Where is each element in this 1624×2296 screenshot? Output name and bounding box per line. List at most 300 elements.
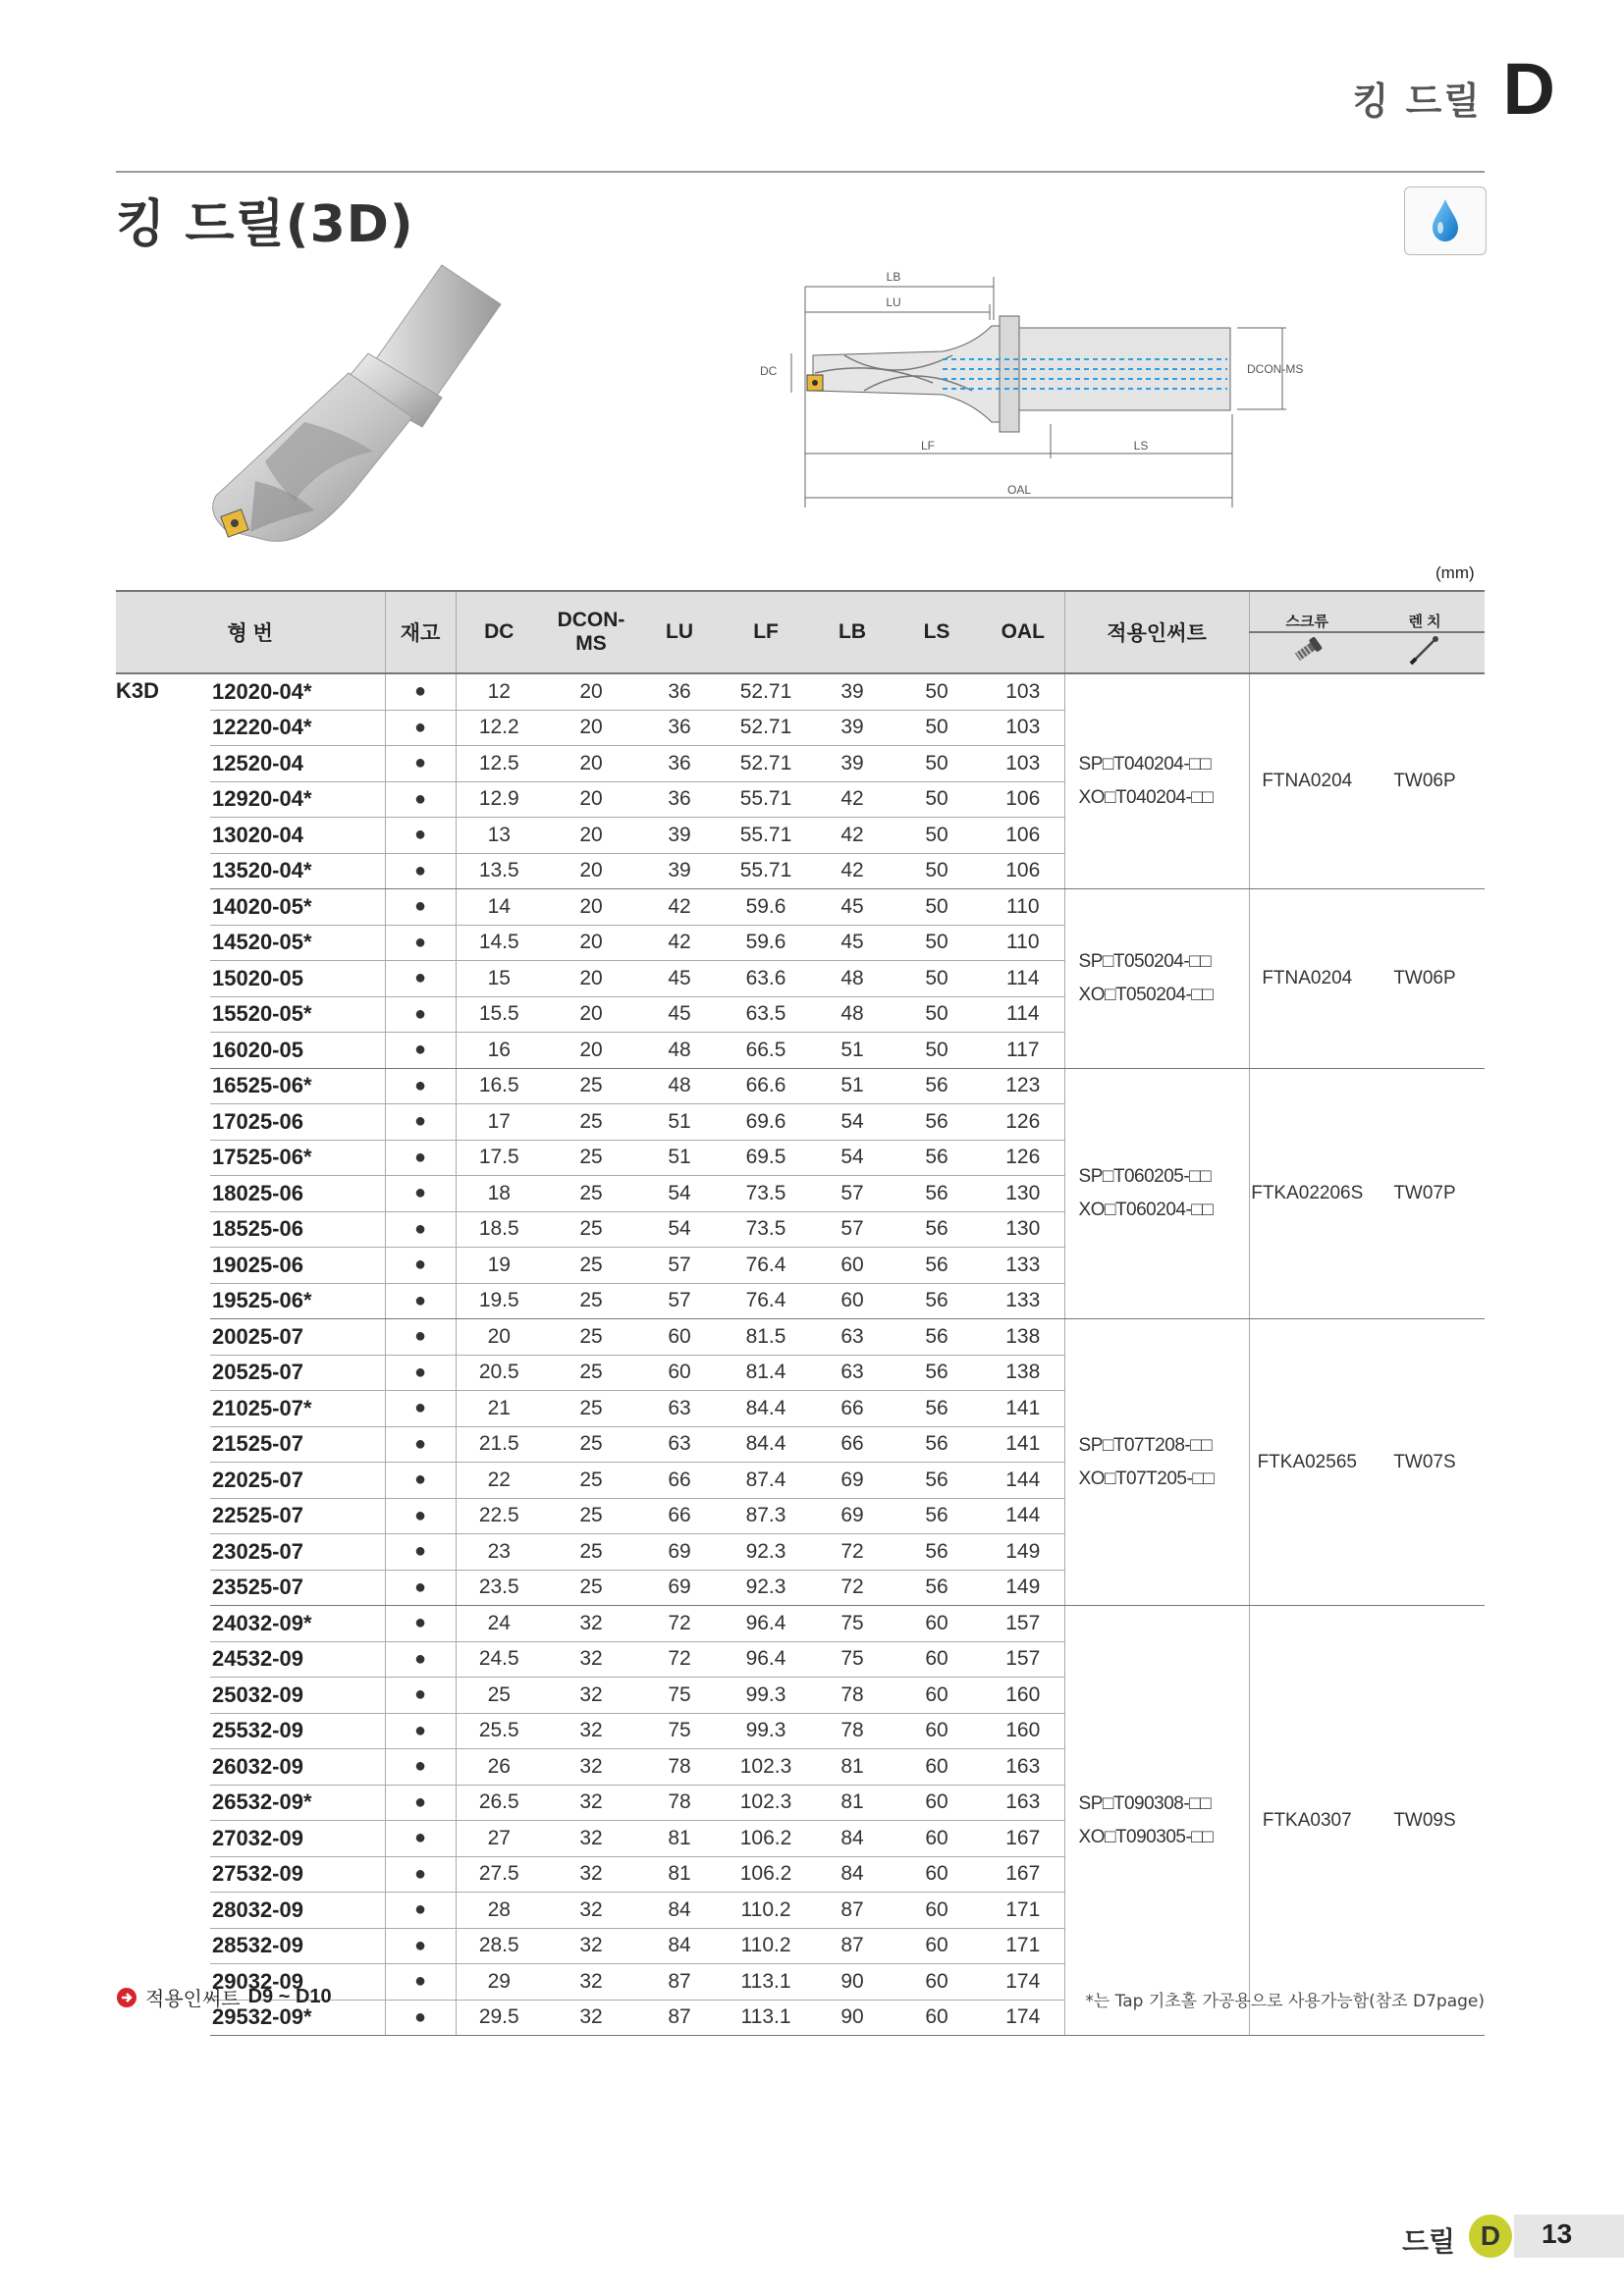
- stock-dot: ●: [385, 1283, 456, 1319]
- dc-value: 15.5: [456, 996, 542, 1033]
- col-ls: LS: [892, 591, 982, 673]
- stock-dot: ●: [385, 1641, 456, 1678]
- dcon-value: 25: [542, 1211, 640, 1248]
- col-dc: DC: [456, 591, 542, 673]
- lu-value: 36: [640, 746, 719, 782]
- oal-value: 130: [982, 1211, 1064, 1248]
- ls-value: 50: [892, 853, 982, 889]
- table-row: [116, 889, 1485, 926]
- lb-value: 39: [813, 673, 892, 710]
- oal-value: 103: [982, 710, 1064, 746]
- ls-value: 60: [892, 1678, 982, 1714]
- insert-codes: [1064, 673, 1249, 889]
- dc-value: 13: [456, 818, 542, 854]
- dc-value: 29: [456, 1964, 542, 2001]
- dc-value: 25.5: [456, 1713, 542, 1749]
- lf-value: 81.4: [719, 1355, 813, 1391]
- lb-value: 54: [813, 1104, 892, 1141]
- dc-value: 24: [456, 1606, 542, 1642]
- lb-value: 63: [813, 1355, 892, 1391]
- ls-value: 56: [892, 1570, 982, 1606]
- dc-value: 29.5: [456, 2000, 542, 2036]
- ls-value: 60: [892, 1641, 982, 1678]
- dc-value: 28: [456, 1893, 542, 1929]
- model-code: 26532-09*: [210, 1785, 385, 1821]
- stock-dot: ●: [385, 1068, 456, 1104]
- ls-value: 56: [892, 1248, 982, 1284]
- model-code: 28032-09: [210, 1893, 385, 1929]
- insert-code: SP□T060205-□□: [1078, 1165, 1212, 1187]
- lu-value: 36: [640, 781, 719, 818]
- stock-dot: ●: [385, 889, 456, 926]
- lb-value: 90: [813, 2000, 892, 2036]
- lf-value: 76.4: [719, 1283, 813, 1319]
- insert-code: SP□T040204-□□: [1078, 754, 1212, 774]
- stock-dot: ●: [385, 1964, 456, 2001]
- stock-dot: ●: [385, 1678, 456, 1714]
- ls-value: 60: [892, 1606, 982, 1642]
- model-code: 18025-06: [210, 1176, 385, 1212]
- stock-dot: ●: [385, 1749, 456, 1786]
- dcon-value: 20: [542, 710, 640, 746]
- lu-value: 57: [640, 1283, 719, 1319]
- ls-value: 56: [892, 1391, 982, 1427]
- dc-value: 15: [456, 961, 542, 997]
- model-code: 14020-05*: [210, 889, 385, 926]
- lf-value: 102.3: [719, 1785, 813, 1821]
- dcon-value: 25: [542, 1104, 640, 1141]
- model-code: 23525-07: [210, 1570, 385, 1606]
- dc-value: 12.5: [456, 746, 542, 782]
- lb-value: 81: [813, 1749, 892, 1786]
- dc-value: 18: [456, 1176, 542, 1212]
- lb-value: 87: [813, 1928, 892, 1964]
- oal-value: 144: [982, 1498, 1064, 1534]
- lu-value: 45: [640, 996, 719, 1033]
- wrench-code: TW09S: [1365, 1606, 1485, 2036]
- lf-value: 110.2: [719, 1893, 813, 1929]
- insert-reference: [116, 1983, 332, 2011]
- model-code: 12920-04*: [210, 781, 385, 818]
- col-lu: LU: [640, 591, 719, 673]
- dc-value: 21: [456, 1391, 542, 1427]
- lu-value: 72: [640, 1641, 719, 1678]
- oal-value: 149: [982, 1570, 1064, 1606]
- insert-codes: [1064, 1319, 1249, 1606]
- lu-value: 87: [640, 1964, 719, 2001]
- stock-dot: ●: [385, 1713, 456, 1749]
- dcon-value: 25: [542, 1248, 640, 1284]
- dc-value: 21.5: [456, 1426, 542, 1463]
- ls-value: 60: [892, 1964, 982, 2001]
- lf-value: 55.71: [719, 853, 813, 889]
- lb-value: 48: [813, 961, 892, 997]
- wrench-code: TW07S: [1365, 1319, 1485, 1606]
- col-dcon: DCON-MS: [542, 591, 640, 673]
- dcon-value: 20: [542, 961, 640, 997]
- table-row: [116, 1068, 1485, 1104]
- oal-value: 174: [982, 1964, 1064, 2001]
- lf-value: 99.3: [719, 1678, 813, 1714]
- lb-value: 66: [813, 1426, 892, 1463]
- dc-value: 14: [456, 889, 542, 926]
- insert-codes: [1064, 1068, 1249, 1319]
- oal-value: 106: [982, 781, 1064, 818]
- dc-value: 24.5: [456, 1641, 542, 1678]
- dcon-value: 32: [542, 1821, 640, 1857]
- lf-value: 69.5: [719, 1140, 813, 1176]
- model-code: 12520-04: [210, 746, 385, 782]
- lu-value: 69: [640, 1570, 719, 1606]
- lu-value: 48: [640, 1033, 719, 1069]
- dcon-value: 20: [542, 1033, 640, 1069]
- col-oal: OAL: [982, 591, 1064, 673]
- dcon-value: 20: [542, 996, 640, 1033]
- model-code: 27032-09: [210, 1821, 385, 1857]
- ls-value: 56: [892, 1211, 982, 1248]
- lu-value: 36: [640, 673, 719, 710]
- oal-value: 167: [982, 1856, 1064, 1893]
- col-lf: LF: [719, 591, 813, 673]
- lb-value: 48: [813, 996, 892, 1033]
- lu-value: 60: [640, 1355, 719, 1391]
- lu-value: 63: [640, 1426, 719, 1463]
- oal-value: 110: [982, 925, 1064, 961]
- lf-value: 69.6: [719, 1104, 813, 1141]
- dcon-value: 32: [542, 1749, 640, 1786]
- wrench-code: TW06P: [1365, 889, 1485, 1069]
- ls-value: 60: [892, 1821, 982, 1857]
- stock-dot: ●: [385, 781, 456, 818]
- lf-value: 66.6: [719, 1068, 813, 1104]
- dc-value: 20: [456, 1319, 542, 1356]
- dcon-value: 25: [542, 1355, 640, 1391]
- table-row: [116, 1319, 1485, 1356]
- oal-value: 141: [982, 1426, 1064, 1463]
- lf-value: 55.71: [719, 781, 813, 818]
- oal-value: 174: [982, 2000, 1064, 2036]
- lf-value: 76.4: [719, 1248, 813, 1284]
- ls-value: 50: [892, 818, 982, 854]
- lf-value: 52.71: [719, 710, 813, 746]
- dcon-value: 25: [542, 1534, 640, 1571]
- lf-value: 113.1: [719, 1964, 813, 2001]
- dc-value: 12.9: [456, 781, 542, 818]
- stock-dot: ●: [385, 1856, 456, 1893]
- model-code: 15520-05*: [210, 996, 385, 1033]
- dc-value: 18.5: [456, 1211, 542, 1248]
- model-code: 29032-09: [210, 1964, 385, 2001]
- model-code: 28532-09: [210, 1928, 385, 1964]
- oal-value: 160: [982, 1678, 1064, 1714]
- model-code: 24032-09*: [210, 1606, 385, 1642]
- lu-value: 75: [640, 1713, 719, 1749]
- dcon-value: 32: [542, 1964, 640, 2001]
- dc-value: 20.5: [456, 1355, 542, 1391]
- insert-codes: [1064, 889, 1249, 1069]
- dc-value: 17.5: [456, 1140, 542, 1176]
- lf-value: 87.3: [719, 1498, 813, 1534]
- model-code: 21525-07: [210, 1426, 385, 1463]
- oal-value: 103: [982, 673, 1064, 710]
- dcon-value: 25: [542, 1426, 640, 1463]
- model-code: 22025-07: [210, 1463, 385, 1499]
- stock-dot: ●: [385, 1928, 456, 1964]
- dcon-value: 20: [542, 673, 640, 710]
- oal-value: 157: [982, 1606, 1064, 1642]
- dc-value: 19: [456, 1248, 542, 1284]
- dcon-value: 20: [542, 853, 640, 889]
- model-code: 24532-09: [210, 1641, 385, 1678]
- ls-value: 56: [892, 1068, 982, 1104]
- stock-dot: ●: [385, 1176, 456, 1212]
- stock-dot: ●: [385, 746, 456, 782]
- stock-dot: ●: [385, 1821, 456, 1857]
- lu-value: 84: [640, 1893, 719, 1929]
- oal-value: 138: [982, 1319, 1064, 1356]
- series-label: K3D: [116, 678, 160, 703]
- dc-value: 22: [456, 1463, 542, 1499]
- dcon-value: 25: [542, 1283, 640, 1319]
- oal-label: OAL: [1006, 483, 1032, 497]
- model-code: 26032-09: [210, 1749, 385, 1786]
- lb-value: 84: [813, 1856, 892, 1893]
- stock-dot: ●: [385, 996, 456, 1033]
- screw-icon: [1249, 632, 1365, 673]
- dc-label: DC: [760, 364, 778, 378]
- ls-value: 56: [892, 1283, 982, 1319]
- ls-value: 60: [892, 1856, 982, 1893]
- stock-dot: ●: [385, 1463, 456, 1499]
- dc-value: 26.5: [456, 1785, 542, 1821]
- model-code: 29532-09*: [210, 2000, 385, 2036]
- stock-dot: ●: [385, 853, 456, 889]
- ls-value: 50: [892, 710, 982, 746]
- ls-value: 50: [892, 889, 982, 926]
- lb-value: 42: [813, 853, 892, 889]
- ls-value: 56: [892, 1534, 982, 1571]
- lf-value: 84.4: [719, 1391, 813, 1427]
- dc-value: 12: [456, 673, 542, 710]
- lf-value: 52.71: [719, 673, 813, 710]
- stock-dot: ●: [385, 818, 456, 854]
- dcon-value: 32: [542, 2000, 640, 2036]
- lb-value: 78: [813, 1678, 892, 1714]
- dcon-value: 20: [542, 889, 640, 926]
- stock-dot: ●: [385, 710, 456, 746]
- lu-value: 60: [640, 1319, 719, 1356]
- table-row: [116, 673, 1485, 710]
- lb-value: 57: [813, 1211, 892, 1248]
- oal-value: 149: [982, 1534, 1064, 1571]
- col-stock: 재고: [385, 591, 456, 673]
- oal-value: 167: [982, 1821, 1064, 1857]
- oal-value: 123: [982, 1068, 1064, 1104]
- unit-label: (mm): [1435, 563, 1475, 582]
- model-code: 20025-07: [210, 1319, 385, 1356]
- lu-value: 51: [640, 1104, 719, 1141]
- oal-value: 160: [982, 1713, 1064, 1749]
- lb-value: 75: [813, 1606, 892, 1642]
- dcon-value: 32: [542, 1606, 640, 1642]
- lf-value: 52.71: [719, 746, 813, 782]
- ls-value: 60: [892, 2000, 982, 2036]
- footer-badge: [1469, 2215, 1512, 2258]
- col-insert: 적용인써트: [1064, 591, 1249, 673]
- wrench-code: TW06P: [1365, 673, 1485, 889]
- oal-value: 114: [982, 961, 1064, 997]
- lu-value: 39: [640, 818, 719, 854]
- page-title: 킹 드릴(3D): [116, 195, 414, 254]
- section-letter: D: [1502, 48, 1555, 130]
- ls-value: 60: [892, 1893, 982, 1929]
- insert-code: SP□T090308-□□: [1078, 1792, 1212, 1814]
- lb-label: LB: [886, 270, 901, 284]
- model-code: 20525-07: [210, 1355, 385, 1391]
- footer-letter: D: [1480, 2220, 1501, 2251]
- oal-value: 114: [982, 996, 1064, 1033]
- dimension-diagram: [756, 257, 1326, 522]
- oal-value: 133: [982, 1248, 1064, 1284]
- lb-value: 72: [813, 1534, 892, 1571]
- model-code: 13020-04: [210, 818, 385, 854]
- dcon-value: 32: [542, 1893, 640, 1929]
- dcon-value: 25: [542, 1391, 640, 1427]
- ls-value: 50: [892, 673, 982, 710]
- ls-value: 56: [892, 1426, 982, 1463]
- lu-value: 48: [640, 1068, 719, 1104]
- model-code: 27532-09: [210, 1856, 385, 1893]
- col-lb: LB: [813, 591, 892, 673]
- ls-value: 56: [892, 1140, 982, 1176]
- ls-value: 56: [892, 1319, 982, 1356]
- stock-dot: ●: [385, 1426, 456, 1463]
- lf-value: 73.5: [719, 1211, 813, 1248]
- ls-value: 50: [892, 925, 982, 961]
- stock-dot: ●: [385, 2000, 456, 2036]
- lu-value: 81: [640, 1856, 719, 1893]
- lb-value: 57: [813, 1176, 892, 1212]
- screw-code: FTKA02565: [1249, 1319, 1365, 1606]
- stock-dot: ●: [385, 925, 456, 961]
- arrow-circle-icon: [116, 1987, 137, 2008]
- lf-value: 96.4: [719, 1641, 813, 1678]
- lb-value: 63: [813, 1319, 892, 1356]
- lb-value: 60: [813, 1283, 892, 1319]
- lf-value: 81.5: [719, 1319, 813, 1356]
- ls-value: 60: [892, 1785, 982, 1821]
- lf-value: 113.1: [719, 2000, 813, 2036]
- lu-value: 51: [640, 1140, 719, 1176]
- lb-value: 60: [813, 1248, 892, 1284]
- lf-value: 102.3: [719, 1749, 813, 1786]
- dcon-value: 32: [542, 1678, 640, 1714]
- dc-value: 13.5: [456, 853, 542, 889]
- lf-value: 92.3: [719, 1570, 813, 1606]
- ls-value: 50: [892, 996, 982, 1033]
- lf-value: 110.2: [719, 1928, 813, 1964]
- dcon-value: 25: [542, 1319, 640, 1356]
- lu-value: 42: [640, 889, 719, 926]
- oal-value: 144: [982, 1463, 1064, 1499]
- col-wrench: 렌 치: [1365, 591, 1485, 632]
- dc-value: 23: [456, 1534, 542, 1571]
- stock-dot: ●: [385, 1498, 456, 1534]
- lb-value: 42: [813, 818, 892, 854]
- lf-value: 63.6: [719, 961, 813, 997]
- section-title: 킹 드릴: [1352, 80, 1482, 123]
- lu-value: 78: [640, 1785, 719, 1821]
- ls-label: LS: [1133, 439, 1149, 453]
- dcon-value: 32: [542, 1928, 640, 1964]
- lb-value: 39: [813, 746, 892, 782]
- wrench-icon: [1365, 632, 1485, 673]
- stock-dot: ●: [385, 1211, 456, 1248]
- insert-code: XO□T050204-□□: [1078, 984, 1214, 1005]
- ls-value: 60: [892, 1713, 982, 1749]
- lf-value: 73.5: [719, 1176, 813, 1212]
- oal-value: 103: [982, 746, 1064, 782]
- footer-label: 드릴: [1402, 2225, 1456, 2258]
- lu-value: 81: [640, 1821, 719, 1857]
- ls-value: 50: [892, 746, 982, 782]
- oal-value: 141: [982, 1391, 1064, 1427]
- lu-value: 75: [640, 1678, 719, 1714]
- insert-reference-label: 적용인써트: [145, 1989, 241, 2010]
- lu-value: 69: [640, 1534, 719, 1571]
- dcon-value: 20: [542, 746, 640, 782]
- stock-dot: ●: [385, 1140, 456, 1176]
- ls-value: 60: [892, 1928, 982, 1964]
- ls-value: 56: [892, 1355, 982, 1391]
- lu-value: 36: [640, 710, 719, 746]
- lb-value: 78: [813, 1713, 892, 1749]
- insert-codes: [1064, 1606, 1249, 2036]
- drill-product-image: [147, 255, 520, 550]
- model-code: 21025-07*: [210, 1391, 385, 1427]
- lf-value: 59.6: [719, 925, 813, 961]
- ls-value: 50: [892, 781, 982, 818]
- dcon-value: 32: [542, 1856, 640, 1893]
- lf-value: 63.5: [719, 996, 813, 1033]
- dc-value: 25: [456, 1678, 542, 1714]
- lb-value: 84: [813, 1821, 892, 1857]
- dc-value: 28.5: [456, 1928, 542, 1964]
- spec-table: [116, 590, 1485, 2036]
- model-code: 22525-07: [210, 1498, 385, 1534]
- stock-dot: ●: [385, 1355, 456, 1391]
- dcon-value: 25: [542, 1498, 640, 1534]
- dc-value: 27: [456, 1821, 542, 1857]
- dcon-value: 20: [542, 781, 640, 818]
- model-code: 12220-04*: [210, 710, 385, 746]
- model-code: 16020-05: [210, 1033, 385, 1069]
- lb-value: 66: [813, 1391, 892, 1427]
- stock-dot: ●: [385, 1033, 456, 1069]
- lb-value: 72: [813, 1570, 892, 1606]
- lf-value: 55.71: [719, 818, 813, 854]
- oal-value: 133: [982, 1283, 1064, 1319]
- stock-dot: ●: [385, 1893, 456, 1929]
- oal-value: 171: [982, 1928, 1064, 1964]
- lf-value: 59.6: [719, 889, 813, 926]
- lb-value: 54: [813, 1140, 892, 1176]
- lb-value: 45: [813, 889, 892, 926]
- dc-value: 19.5: [456, 1283, 542, 1319]
- lf-value: 106.2: [719, 1856, 813, 1893]
- lu-value: 54: [640, 1211, 719, 1248]
- model-code: 25032-09: [210, 1678, 385, 1714]
